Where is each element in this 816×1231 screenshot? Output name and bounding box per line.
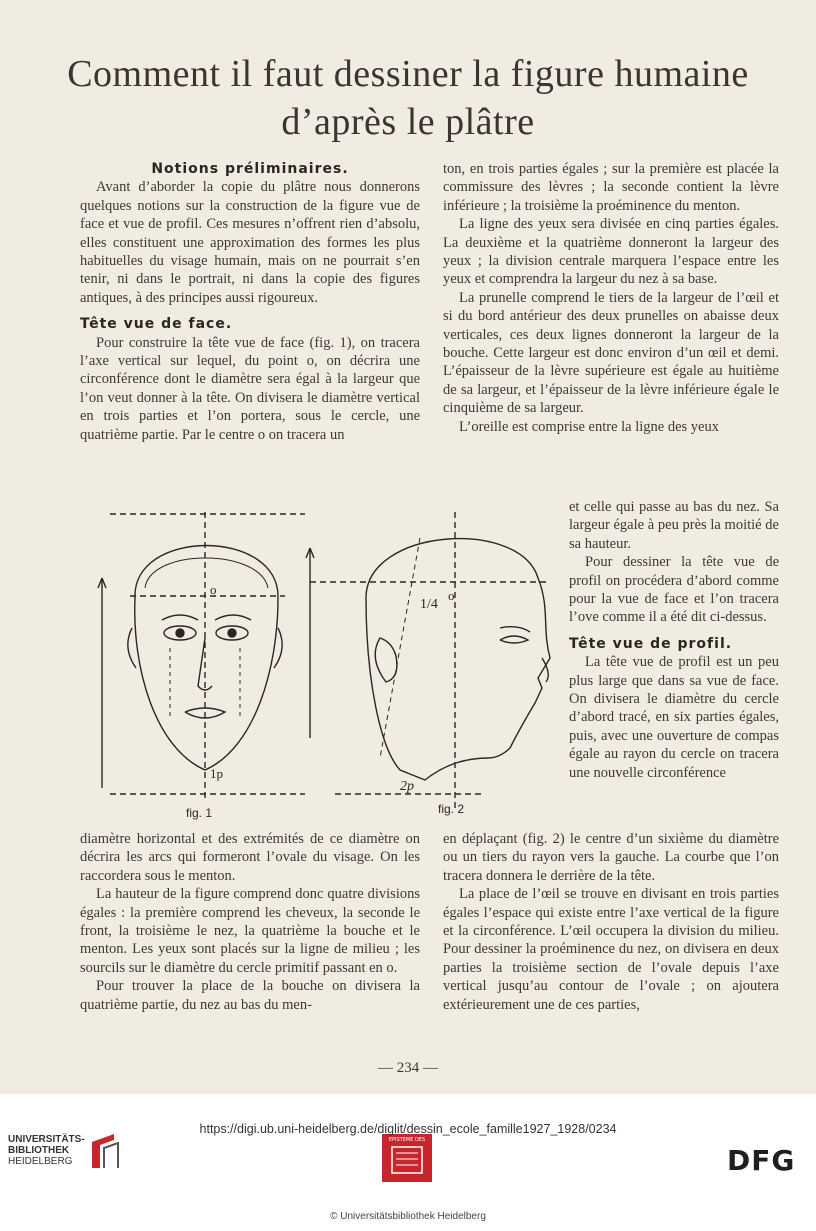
library-logo[interactable] bbox=[8, 1134, 128, 1188]
face-oval bbox=[135, 546, 278, 771]
paragraph: La ligne des yeux sera divisée en cinq parties égales. La deuxième et la quatrième donneront la largeur des yeux ; la division centrale marquera l’espace entre les yeux et comprendra la largeur du nez à sa base. bbox=[443, 216, 779, 288]
paragraph: diamètre horizontal et des extrémités de ce diamètre on décrira les arcs qui formeront l’ovale du visage. On les raccordera sous le menton. bbox=[80, 831, 420, 884]
paragraph: L’oreille est comprise entre la ligne des yeux bbox=[459, 418, 719, 435]
copyright-notice: © Universitätsbibliothek Heidelberg bbox=[330, 1211, 486, 1222]
library-mark-icon bbox=[88, 1132, 122, 1172]
paragraph: et celle qui passe au bas du nez. Sa largeur égale à peu près la moitié de sa hauteur. bbox=[569, 499, 779, 552]
section-heading-face: Tête vue de face. bbox=[80, 316, 233, 333]
left-column-top bbox=[80, 160, 420, 444]
paragraph: Pour construire la tête vue de face (fig. 1), on tracera l’axe vertical sur lequel, du point o, on décrira une circonférence dont le diamètre sera égal à la largeur que l’on veut donner à la tête. On divisera le diamètre vertical en trois parties et l’on portera, sous le cercle, une quatrième partie. Par le centre o on tracera un bbox=[80, 334, 420, 443]
section-heading-profil: Tête vue de profil. bbox=[569, 635, 733, 652]
episteme-logo-text: EPISTEME DES bbox=[388, 1137, 426, 1143]
page-title-line1: Comment il faut dessiner la figure humaine bbox=[67, 53, 749, 95]
mark-o-fig1: o bbox=[210, 582, 217, 597]
right-column-bottom bbox=[443, 830, 779, 1014]
left-column-bottom bbox=[80, 830, 420, 1014]
episteme-emblem-icon bbox=[382, 1143, 432, 1181]
right-column-float bbox=[569, 498, 779, 782]
library-name-line2: BIBLIOTHEK bbox=[8, 1145, 70, 1156]
page-title-line2: d’après le plâtre bbox=[281, 101, 535, 143]
page-number: — 234 — bbox=[378, 1060, 438, 1076]
section-heading-preliminaires: Notions préliminaires. bbox=[151, 161, 349, 177]
paragraph: La hauteur de la figure comprend donc quatre divisions égales : la première comprend les cheveux, la seconde le front, la troisième le nez, la quatrième la bouche et le menton. Les yeux sont placés sur la ligne de milieu ; les sourcils sur le diamètre du cercle primitif passant en o. bbox=[80, 886, 420, 976]
paragraph: La prunelle comprend le tiers de la largeur de l’œil et si du bord antérieur des deux prunelles on abaisse deux verticales, ces deux lignes donneront la largeur de la bouche. Cette largeur est donc environ d’un œil et demi. L’épaisseur de la lèvre supérieure est égale au huitième de sa largeur, et l’épaisseur de la lèvre inférieure égale le cinquième de sa largeur. bbox=[443, 289, 779, 417]
paragraph: Pour dessiner la tête vue de profil on procédera d’abord comme pour la vue de face et l’on tracera l’ove comme il a été dit ci-dessus. bbox=[569, 554, 779, 626]
episteme-logo[interactable] bbox=[382, 1134, 432, 1182]
library-name-line3: HEIDELBERG bbox=[8, 1156, 73, 1167]
profile-outline bbox=[366, 539, 550, 780]
fig2-label: fig. 2 bbox=[438, 802, 465, 816]
fig1-label: fig. 1 bbox=[186, 806, 213, 820]
permalink-url[interactable]: https://digi.ub.uni-heidelberg.de/diglit/dessin_ecole_famille1927_1928/0234 bbox=[199, 1122, 617, 1136]
paragraph: Pour trouver la place de la bouche on divisera la quatrième partie, du nez au bas du men- bbox=[80, 978, 420, 1013]
paragraph: Avant d’aborder la copie du plâtre nous donnerons quelques notions sur la construction de la figure vue de face et vue de profil. Ces mesures n’offrent rien d’absolu, elles constituent une approximation des formes les plus habituelles du visage humain, mais on ne pourrait s’en tenir, ni dans le portrait, ni dans la copie des figures antiques, à des principes aussi rigoureux. bbox=[80, 179, 420, 306]
mark-quarter: 1/4 bbox=[420, 597, 438, 612]
head-drawings bbox=[80, 508, 570, 828]
paragraph: en déplaçant (fig. 2) le centre d’un sixième du diamètre ou un tiers du rayon vers la gauche. La courbe que l’on tracera donnera le derrière de la tête. bbox=[443, 831, 779, 884]
mark-1p: 1p bbox=[210, 766, 223, 781]
head-construction-figure bbox=[80, 508, 570, 828]
mark-o-fig2: o bbox=[448, 588, 455, 603]
library-name-line1: UNIVERSITÄTS- bbox=[8, 1134, 85, 1145]
paragraph: ton, en trois parties égales ; sur la première est placée la commissure des lèvres ; la seconde contient la lèvre inférieure ; la troisième la proéminence du menton. bbox=[443, 161, 779, 214]
right-column-top bbox=[443, 160, 779, 436]
paragraph: La tête vue de profil est un peu plus large que dans sa vue de face. On divisera le diamètre du cercle d’abord tracé, en six parties égales, puis, avec une ouverture de compas égale au rayon du cercle on tracera une nouvelle circonférence bbox=[569, 654, 779, 781]
mark-2p: 2p bbox=[400, 779, 414, 794]
footer-bar bbox=[0, 1094, 816, 1231]
dfg-logo[interactable]: DFG bbox=[727, 1144, 796, 1177]
paragraph: La place de l’œil se trouve en divisant en trois parties égales l’espace qui existe entre l’axe vertical de la figure et la circonférence. L’œil occupera la division du milieu. Pour dessiner la proéminence du nez, on divisera en deux parties la troisième section de l’ovale depuis l’axe vertical jusqu’au contour de l’ovale ; on ajoutera extérieurement une de ces parties, bbox=[443, 886, 779, 1013]
